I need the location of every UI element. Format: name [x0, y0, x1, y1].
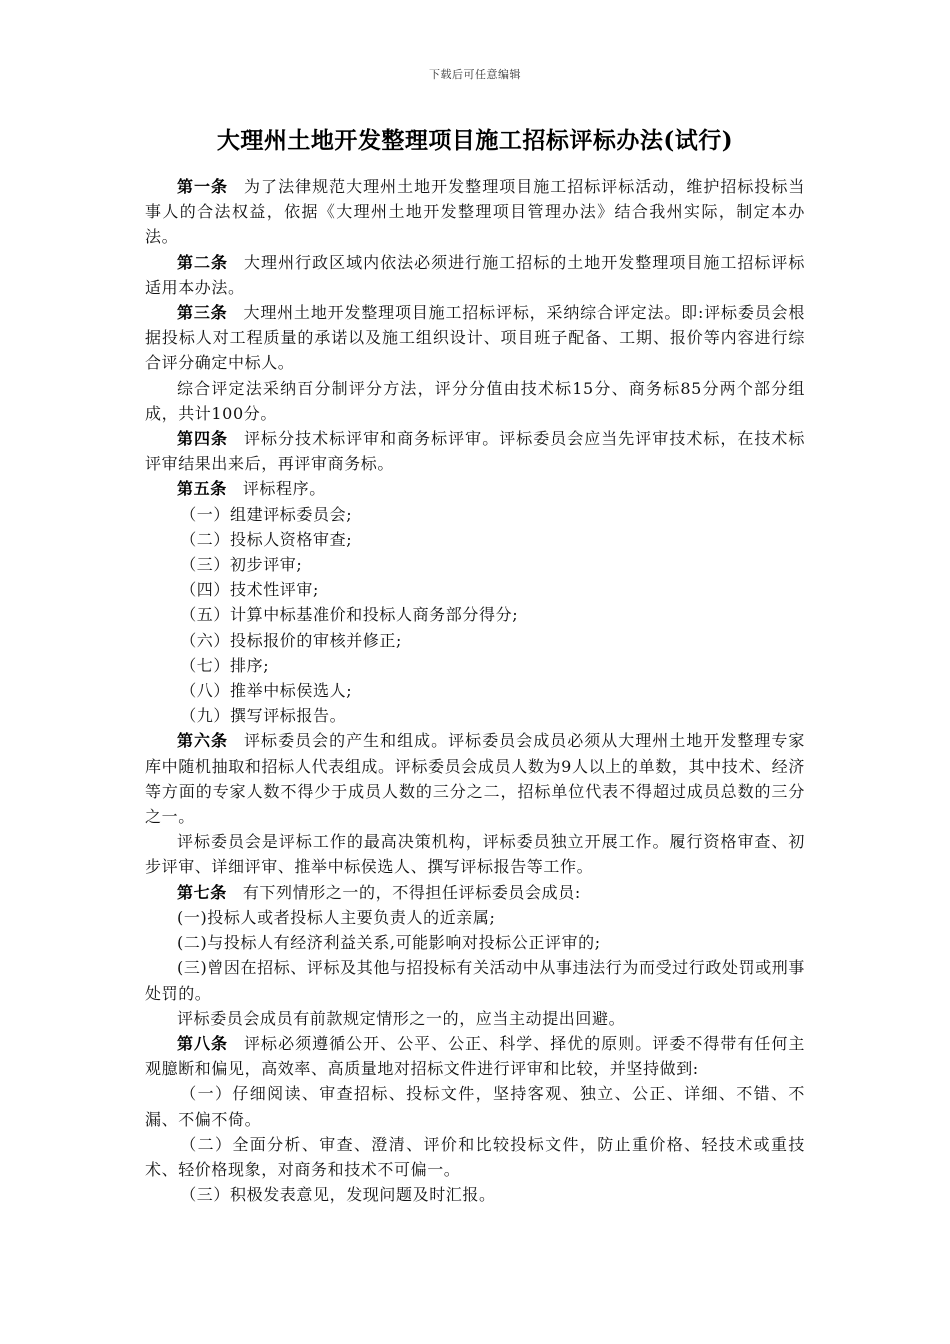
header-note: 下载后可任意编辑: [429, 68, 521, 81]
paragraph: [145, 955, 805, 1005]
paragraph-text: 评标分技术标评审和商务标评审。评标委员会应当先评审技术标，在技术标评审结果出来后，再评审商务标。: [145, 429, 805, 474]
article-paragraph: [145, 426, 805, 476]
list-item: [145, 1132, 805, 1182]
paragraph-text: (三)曾因在招标、评标及其他与招投标有关活动中从事违法行为而受过行政处罚或刑事处罚的。: [145, 958, 805, 1003]
paragraph-text: 评标委员会成员有前款规定情形之一的，应当主动提出回避。: [177, 1008, 626, 1028]
paragraph-text: （七）排序;: [180, 655, 270, 675]
paragraph-text: （八）推举中标侯选人;: [180, 681, 353, 701]
paragraph-text: （九）撰写评标报告。: [180, 706, 347, 726]
paragraph: [145, 1006, 805, 1031]
list-item: [145, 1182, 805, 1207]
article-paragraph: [145, 174, 805, 250]
paragraph-text: 评标委员会是评标工作的最高决策机构，评标委员独立开展工作。履行资格审查、初步评审、详细评审、推举中标侯选人、撰写评标报告等工作。: [145, 832, 805, 877]
paragraph: [145, 376, 805, 426]
paragraph-text: （一）仔细阅读、审查招标、投标文件，坚持客观、独立、公正、详细、不错、不漏、不偏不倚。: [145, 1084, 805, 1129]
paragraph-text: 大理州土地开发整理项目施工招标评标，采纳综合评定法。即:评标委员会根据投标人对工程质量的承诺以及施工组织设计、项目班子配备、工期、报价等内容进行综合评分确定中标人。: [145, 303, 805, 373]
paragraph-text: （六）投标报价的审核并修正;: [180, 630, 402, 650]
document-body: [145, 174, 805, 1207]
article-label: 第五条: [177, 479, 227, 499]
article-label: 第七条: [177, 882, 227, 902]
list-item: [145, 653, 805, 678]
paragraph: [145, 930, 805, 955]
paragraph-text: （三）初步评审;: [180, 555, 303, 575]
paragraph-text: 为了法律规范大理州土地开发整理项目施工招标评标活动，维护招标投标当事人的合法权益，依据《大理州土地开发整理项目管理办法》结合我州实际，制定本办法。: [145, 177, 805, 247]
list-item: [145, 552, 805, 577]
paragraph: [145, 905, 805, 930]
list-item: [145, 628, 805, 653]
paragraph-text: 有下列情形之一的，不得担任评标委员会成员:: [242, 882, 581, 902]
list-item: [145, 527, 805, 552]
list-item: [145, 703, 805, 728]
paragraph-text: （三）积极发表意见，发现问题及时汇报。: [180, 1185, 496, 1205]
article-paragraph: [145, 1031, 805, 1081]
article-paragraph: [145, 300, 805, 376]
list-item: [145, 602, 805, 627]
list-item: [145, 502, 805, 527]
paragraph-text: 大理州行政区域内依法必须进行施工招标的土地开发整理项目施工招标评标适用本办法。: [145, 252, 805, 297]
article-paragraph: [145, 728, 805, 829]
article-paragraph: [145, 250, 805, 300]
paragraph-text: （二）全面分析、审查、澄清、评价和比较投标文件，防止重价格、轻技术或重技术、轻价格现象，对商务和技术不可偏一。: [145, 1134, 805, 1179]
article-label: 第三条: [177, 303, 228, 323]
article-paragraph: [145, 476, 805, 501]
article-label: 第八条: [177, 1033, 229, 1053]
article-label: 第二条: [177, 252, 229, 272]
article-label: 第四条: [177, 429, 229, 449]
paragraph-text: （一）组建评标委员会;: [180, 504, 353, 524]
paragraph-text: 评标委员会的产生和组成。评标委员会成员必须从大理州土地开发整理专家库中随机抽取和招标人代表组成。评标委员会成员人数为9人以上的单数，其中技术、经济等方面的专家人数不得少于成员人数的三分之二，招标单位代表不得超过成员总数的三分之一。: [145, 731, 805, 827]
paragraph-text: （五）计算中标基准价和投标人商务部分得分;: [180, 605, 519, 625]
article-paragraph: [145, 880, 805, 905]
list-item: [145, 678, 805, 703]
list-item: [145, 577, 805, 602]
paragraph-text: (二)与投标人有经济利益关系,可能影响对投标公正评审的;: [177, 933, 601, 953]
article-label: 第六条: [177, 731, 229, 751]
paragraph-text: 综合评定法采纳百分制评分方法，评分分值由技术标15分、商务标85分两个部分组成，共计100分。: [145, 378, 805, 423]
document-title: 大理州土地开发整理项目施工招标评标办法(试行): [216, 127, 734, 154]
paragraph-text: 评标程序。: [242, 479, 326, 499]
paragraph-text: （二）投标人资格审查;: [180, 529, 353, 549]
paragraph: [145, 829, 805, 879]
list-item: [145, 1081, 805, 1131]
paragraph-text: 评标必须遵循公开、公平、公正、科学、择优的原则。评委不得带有任何主观臆断和偏见，高效率、高质量地对招标文件进行评审和比较，并坚持做到:: [145, 1033, 805, 1079]
article-label: 第一条: [177, 177, 229, 196]
paragraph-text: （四）技术性评审;: [180, 580, 319, 600]
paragraph-text: (一)投标人或者投标人主要负责人的近亲属;: [177, 907, 496, 927]
